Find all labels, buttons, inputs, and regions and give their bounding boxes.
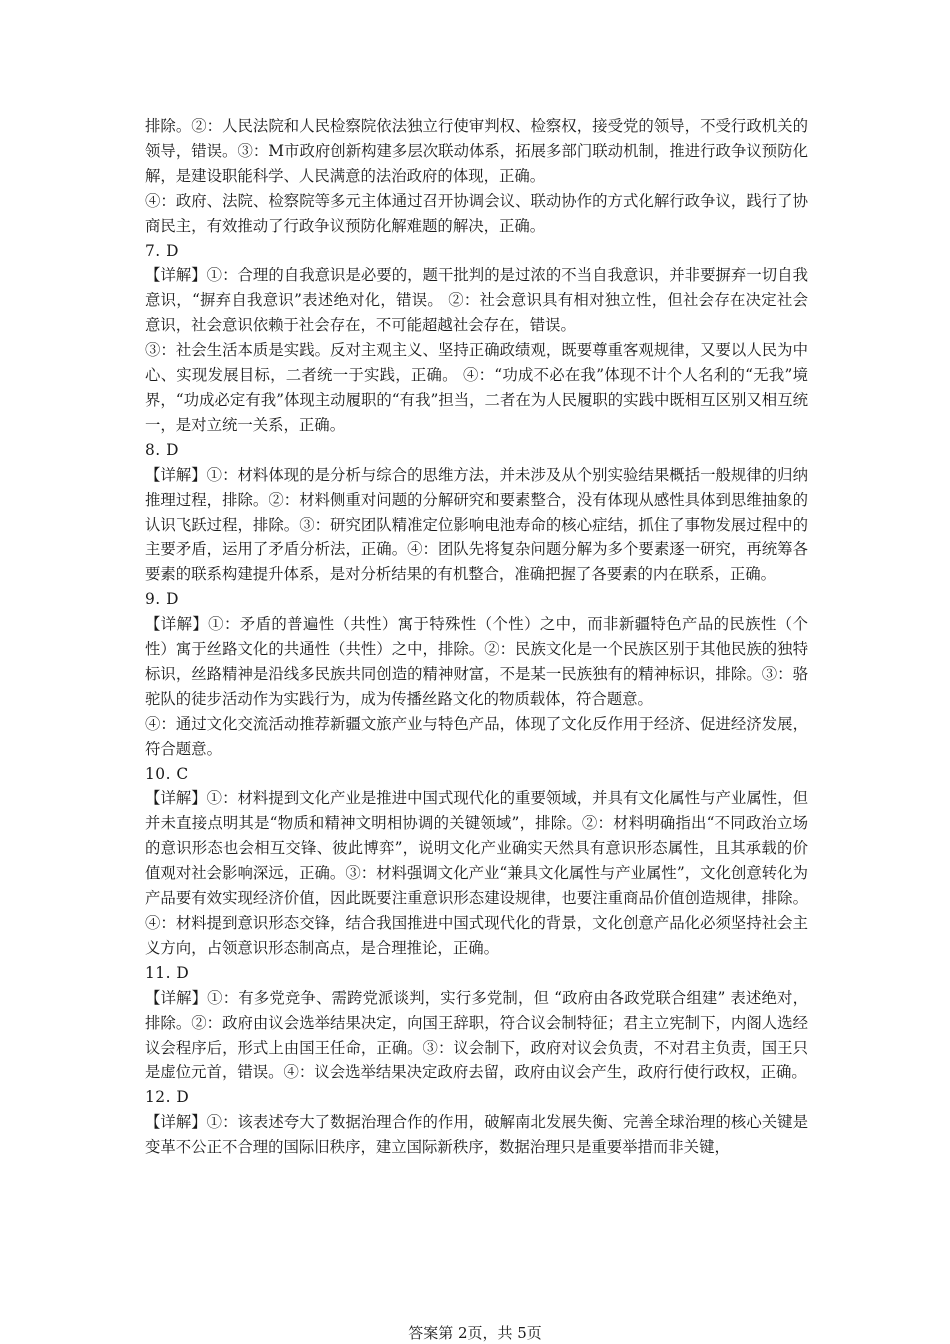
answer-line-11: 11. D (145, 963, 190, 982)
paragraph: 排除。②：人民法院和人民检察院依法独立行使审判权、检察权，接受党的领导，不受行政机关的领导，错误。③：M市政府创新构建多层次联动体系，拓展多部门联动机制，推进行政争议预防化解，是建设职能科学、人民满意的法治政府的体现，正确。 (145, 117, 808, 185)
paragraph: ④：政府、法院、检察院等多元主体通过召开协调会议、联动协作的方式化解行政争议，践行了协商民主，有效推动了行政争议预防化解难题的解决，正确。 (145, 191, 808, 235)
answer-line-9: 9. D (145, 590, 179, 609)
answer-line-10: 10. C (145, 764, 189, 783)
answer-line-12: 12. D (145, 1088, 190, 1107)
document-body (145, 114, 808, 1160)
page-footer: 答案第 2页，共 5页 (408, 1324, 542, 1342)
paragraph: 【详解】①：有多党竞争、需跨党派谈判，实行多党制，但 “政府由各政党联合组建” 表述绝对，排除。②：政府由议会选举结果决定，向国王辞职，符合议会制特征；君主立宪制下，内阁人选经议会程序后，形式上由国王任命，正确。③：议会制下，政府对议会负责，不对君主负责，国王只是虚位元首，错误。④：议会选举结果决定政府去留，政府由议会产生，政府行使行政权，正确。 (145, 988, 808, 1082)
answer-line-7: 7. D (145, 241, 179, 260)
paragraph: ③：社会生活本质是实践。反对主观主义、坚持正确政绩观，既要尊重客观规律，又要以人民为中心、实现发展目标，二者统一于实践，正确。 ④：“功成不必在我”体现不计个人名利的“无我”境界，“功成必定有我”体现主动履职的“有我”担当，二者在为人民履职的实践中既相互区别又相互统一，是对立统一关系，正确。 (145, 341, 808, 434)
paragraph: 【详解】①：合理的自我意识是必要的，题干批判的是过浓的不当自我意识，并非要摒弃一切自我意识，“摒弃自我意识”表述绝对化，错误。 ②：社会意识具有相对独立性，但社会存在决定社会意识，社会意识依赖于社会存在，不可能超越社会存在，错误。 (145, 266, 808, 335)
paragraph: 【详解】①：材料体现的是分析与综合的思维方法，并未涉及从个别实验结果概括一般规律的归纳推理过程，排除。②：材料侧重对问题的分解研究和要素整合，没有体现从感性具体到思维抽象的认识飞跃过程，排除。③：研究团队精准定位影响电池寿命的核心症结，抓住了事物发展过程中的主要矛盾，运用了矛盾分析法，正确。④：团队先将复杂问题分解为多个要素逐一研究，再统筹各要素的联系构建提升体系，是对分析结果的有机整合，准确把握了各要素的内在联系，正确。 (145, 465, 808, 584)
paragraph: 【详解】①：材料提到文化产业是推进中国式现代化的重要领域，并具有文化属性与产业属性，但并未直接点明其是“物质和精神文明相协调的关键领域”，排除。②：材料明确指出“不同政治立场的意识形态也会相互交锋、彼此博弈”，说明文化产业确实天然具有意识形态属性，且其承载的价值观对社会影响深远，正确。③：材料强调文化产业“兼具文化属性与产业属性”，文化创意转化为产品要有效实现经济价值，因此既要注重意识形态建设规律，也要注重商品价值创造规律，排除。④：材料提到意识形态交锋，结合我国推进中国式现代化的背景，文化创意产品化必须坚持社会主义方向，占领意识形态制高点，是合理推论，正确。 (145, 789, 808, 957)
paragraph: 【详解】①：矛盾的普遍性（共性）寓于特殊性（个性）之中，而非新疆特色产品的民族性（个性）寓于丝路文化的共通性（共性）之中，排除。②：民族文化是一个民族区别于其他民族的独特标识，丝路精神是沿线多民族共同创造的精神财富，不是某一民族独有的精神标识，排除。③：骆驼队的徒步活动作为实践行为，成为传播丝路文化的物质载体，符合题意。 (145, 615, 808, 708)
answer-line-8: 8. D (145, 440, 179, 459)
paragraph: 【详解】①：该表述夸大了数据治理合作的作用，破解南北发展失衡、完善全球治理的核心关键是变革不公正不合理的国际旧秩序，建立国际新秩序，数据治理只是重要举措而非关键， (145, 1113, 808, 1157)
paragraph: ④：通过文化交流活动推荐新疆文旅产业与特色产品，体现了文化反作用于经济、促进经济发展，符合题意。 (145, 714, 808, 758)
